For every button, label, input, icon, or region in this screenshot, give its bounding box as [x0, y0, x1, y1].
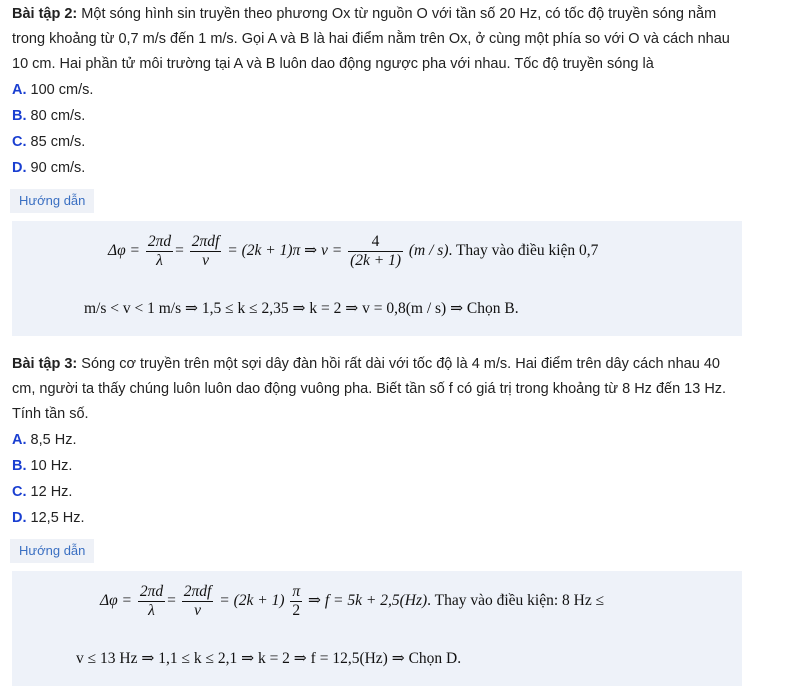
fraction: $\frac{\text{2πdf}}{v}$	[183, 583, 212, 619]
solution-line-1: Δφ = $\frac{2\pi d}{\lambda}$ = $\frac{\text{2πdf}}{v}$ = (2k + 1)π ⇒ v = $\frac{4}{(2k + 1)}$ (m / s). Thay vào điều kiện 0,7	[108, 233, 599, 269]
option-d[interactable]	[12, 155, 742, 181]
fraction: $\frac{2\pi d}{\lambda}$	[147, 233, 172, 269]
exercise-label: Bài tập 3:	[12, 356, 78, 372]
solution-tail: . Thay vào điều kiện: 8 Hz ≤	[427, 592, 605, 610]
option-letter: C.	[12, 134, 27, 150]
fraction: $\frac{\text{2πdf}}{v}$	[191, 233, 220, 269]
solution-mid: = (2k + 1)π ⇒ v =	[227, 242, 343, 260]
option-text: 8,5 Hz.	[30, 432, 77, 448]
solution-unit: ⇒ f = 5k + 2,5(Hz)	[308, 592, 428, 610]
solution-box	[12, 221, 742, 336]
option-letter: B.	[12, 108, 27, 124]
question-text	[12, 2, 742, 77]
option-text: 10 Hz.	[30, 458, 73, 474]
solution-line-1: Δφ = $\frac{2\pi d}{\lambda}$ = $\frac{\text{2πdf}}{v}$ = (2k + 1) $\frac{\pi}{2}$ ⇒ f = 5k + 2,5(Hz). Thay vào điều kiện: 8 Hz ≤	[100, 583, 605, 619]
solution-box	[12, 571, 742, 686]
fraction: $\frac{\pi}{2}$	[292, 583, 301, 619]
option-a[interactable]	[12, 77, 742, 103]
option-text: 85 cm/s.	[30, 134, 86, 150]
option-d[interactable]	[12, 505, 742, 531]
exercise-2	[12, 2, 742, 336]
exercise-3	[12, 352, 742, 686]
solution-tail: . Thay vào điều kiện 0,7	[448, 242, 599, 260]
solution-unit: (m / s)	[408, 242, 449, 260]
solution-line-2: m/s < v < 1 m/s ⇒ 1,5 ≤ k ≤ 2,35 ⇒ k = 2 ⇒ v = 0,8(m / s) ⇒ Chọn B.	[84, 300, 519, 317]
question-body: Sóng cơ truyền trên một sợi dây đàn hồi rất dài với tốc độ là 4 m/s. Hai điểm trên dây cách nhau 40 cm, người ta thấy chúng luôn luôn dao động vuông pha. Biết tần số f có giá trị trong khoảng từ 8 Hz đến 13 Hz. Tính tần số.	[12, 356, 727, 422]
fraction: $\frac{2\pi d}{\lambda}$	[139, 583, 164, 619]
option-letter: D.	[12, 510, 27, 526]
option-b[interactable]	[12, 453, 742, 479]
option-letter: A.	[12, 82, 27, 98]
option-text: 12 Hz.	[30, 484, 73, 500]
option-c[interactable]	[12, 129, 742, 155]
option-letter: A.	[12, 432, 27, 448]
option-c[interactable]	[12, 479, 742, 505]
option-letter: B.	[12, 458, 27, 474]
exercise-label: Bài tập 2:	[12, 6, 78, 22]
option-text: 100 cm/s.	[30, 82, 94, 98]
option-text: 90 cm/s.	[30, 160, 86, 176]
solution-lhs: Δφ =	[100, 592, 133, 610]
option-text: 12,5 Hz.	[30, 510, 85, 526]
question-body: Một sóng hình sin truyền theo phương Ox từ nguồn O với tần số 20 Hz, có tốc độ truyền sóng nằm trong khoảng từ 0,7 m/s đến 1 m/s. Gọi A và B là hai điểm nằm trên Ox, ở cùng một phía so với O và cách nhau 10 cm. Hai phần tử môi trường tại A và B luôn dao động ngược pha với nhau. Tốc độ truyền sóng là	[12, 6, 730, 72]
solution-lhs: Δφ =	[108, 242, 141, 260]
guide-button[interactable]: Hướng dẫn	[10, 189, 94, 213]
option-letter: C.	[12, 484, 27, 500]
option-a[interactable]	[12, 427, 742, 453]
guide-button[interactable]: Hướng dẫn	[10, 539, 94, 563]
fraction: $\frac{4}{(2k + 1)}$	[350, 233, 401, 269]
solution-mid: = (2k + 1)	[219, 592, 285, 610]
option-b[interactable]	[12, 103, 742, 129]
question-text	[12, 352, 742, 427]
option-text: 80 cm/s.	[30, 108, 86, 124]
option-letter: D.	[12, 160, 27, 176]
solution-line-2: v ≤ 13 Hz ⇒ 1,1 ≤ k ≤ 2,1 ⇒ k = 2 ⇒ f = 12,5(Hz) ⇒ Chọn D.	[76, 650, 462, 667]
